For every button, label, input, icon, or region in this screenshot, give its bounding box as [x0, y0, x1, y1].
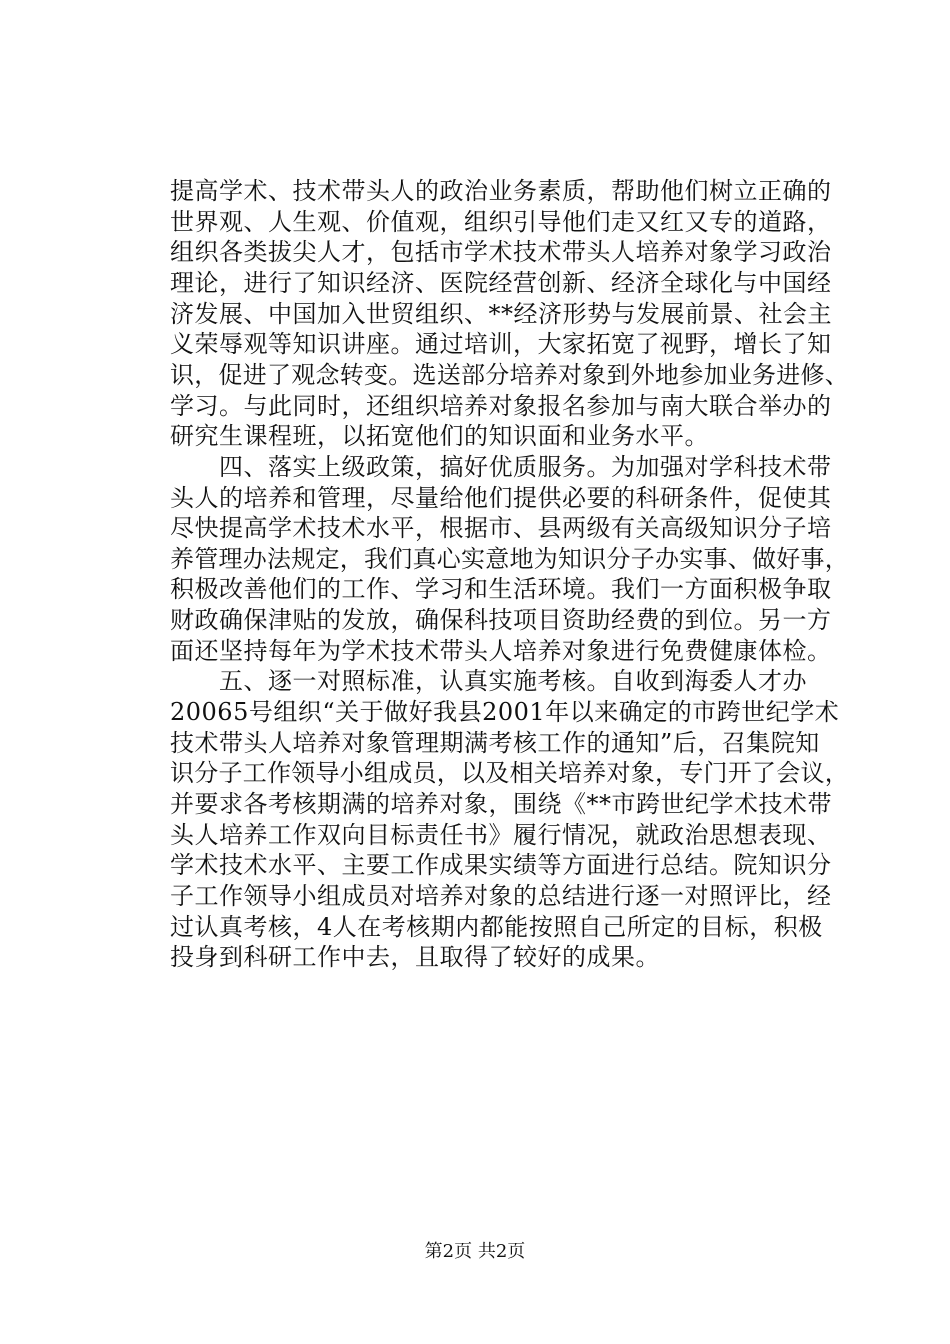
text-line: 义荣辱观等知识讲座。通过培训，大家拓宽了视野，增长了知	[170, 330, 832, 359]
text-line: 研究生课程班，以拓宽他们的知识面和业务水平。	[170, 422, 709, 451]
text-line: 养管理办法规定，我们真心实意地为知识分子办实事、做好事，	[170, 544, 849, 573]
text-line: 世界观、人生观、价值观，组织引导他们走又红又专的道路，	[170, 207, 832, 236]
text-line: 积极改善他们的工作、学习和生活环境。我们一方面积极争取	[170, 575, 832, 604]
text-line: 尽快提高学术技术水平，根据市、县两级有关高级知识分子培	[170, 514, 832, 543]
text-line: 子工作领导小组成员对培养对象的总结进行逐一对照评比，经	[170, 881, 832, 910]
text-line: 济发展、中国加入世贸组织、**经济形势与发展前景、社会主	[170, 299, 832, 328]
text-line: 学术技术水平、主要工作成果实绩等方面进行总结。院知识分	[170, 851, 832, 880]
text-line: 提高学术、技术带头人的政治业务素质，帮助他们树立正确的	[170, 177, 832, 205]
text-line: 组织各类拔尖人才，包括市学术技术带头人培养对象学习政治	[170, 238, 832, 267]
text-line: 理论，进行了知识经济、医院经营创新、经济全球化与中国经	[170, 268, 832, 297]
text-line: 四、落实上级政策，搞好优质服务。为加强对学科技术带	[170, 452, 832, 481]
text-line: 面还坚持每年为学术技术带头人培养对象进行免费健康体检。	[170, 636, 832, 665]
text-line: 头人培养工作双向目标责任书》履行情况，就政治思想表现、	[170, 820, 832, 849]
page-footer: 第2页 共2页	[424, 1241, 526, 1262]
text-line: 学习。与此同时，还组织培养对象报名参加与南大联合举办的	[170, 391, 832, 420]
text-line: 头人的培养和管理，尽量给他们提供必要的科研条件，促使其	[170, 483, 832, 512]
text-line: 识分子工作领导小组成员，以及相关培养对象，专门开了会议，	[170, 759, 849, 788]
text-line: 五、逐一对照标准，认真实施考核。自收到海委人才办	[170, 667, 807, 696]
text-line: 技术带头人培养对象管理期满考核工作的通知”后，召集院知	[170, 728, 820, 757]
text-line: 投身到科研工作中去，且取得了较好的成果。	[170, 943, 660, 972]
text-line: 过认真考核，4人在考核期内都能按照自己所定的目标，积极	[170, 912, 823, 941]
text-line: 财政确保津贴的发放，确保科技项目资助经费的到位。另一方	[170, 606, 832, 635]
text-line: 并要求各考核期满的培养对象，围绕《**市跨世纪学术技术带	[170, 790, 832, 818]
text-line: 20065号组织“关于做好我县2001年以来确定的市跨世纪学术	[170, 698, 840, 727]
text-line: 识，促进了观念转变。选送部分培养对象到外地参加业务进修、	[170, 360, 849, 389]
